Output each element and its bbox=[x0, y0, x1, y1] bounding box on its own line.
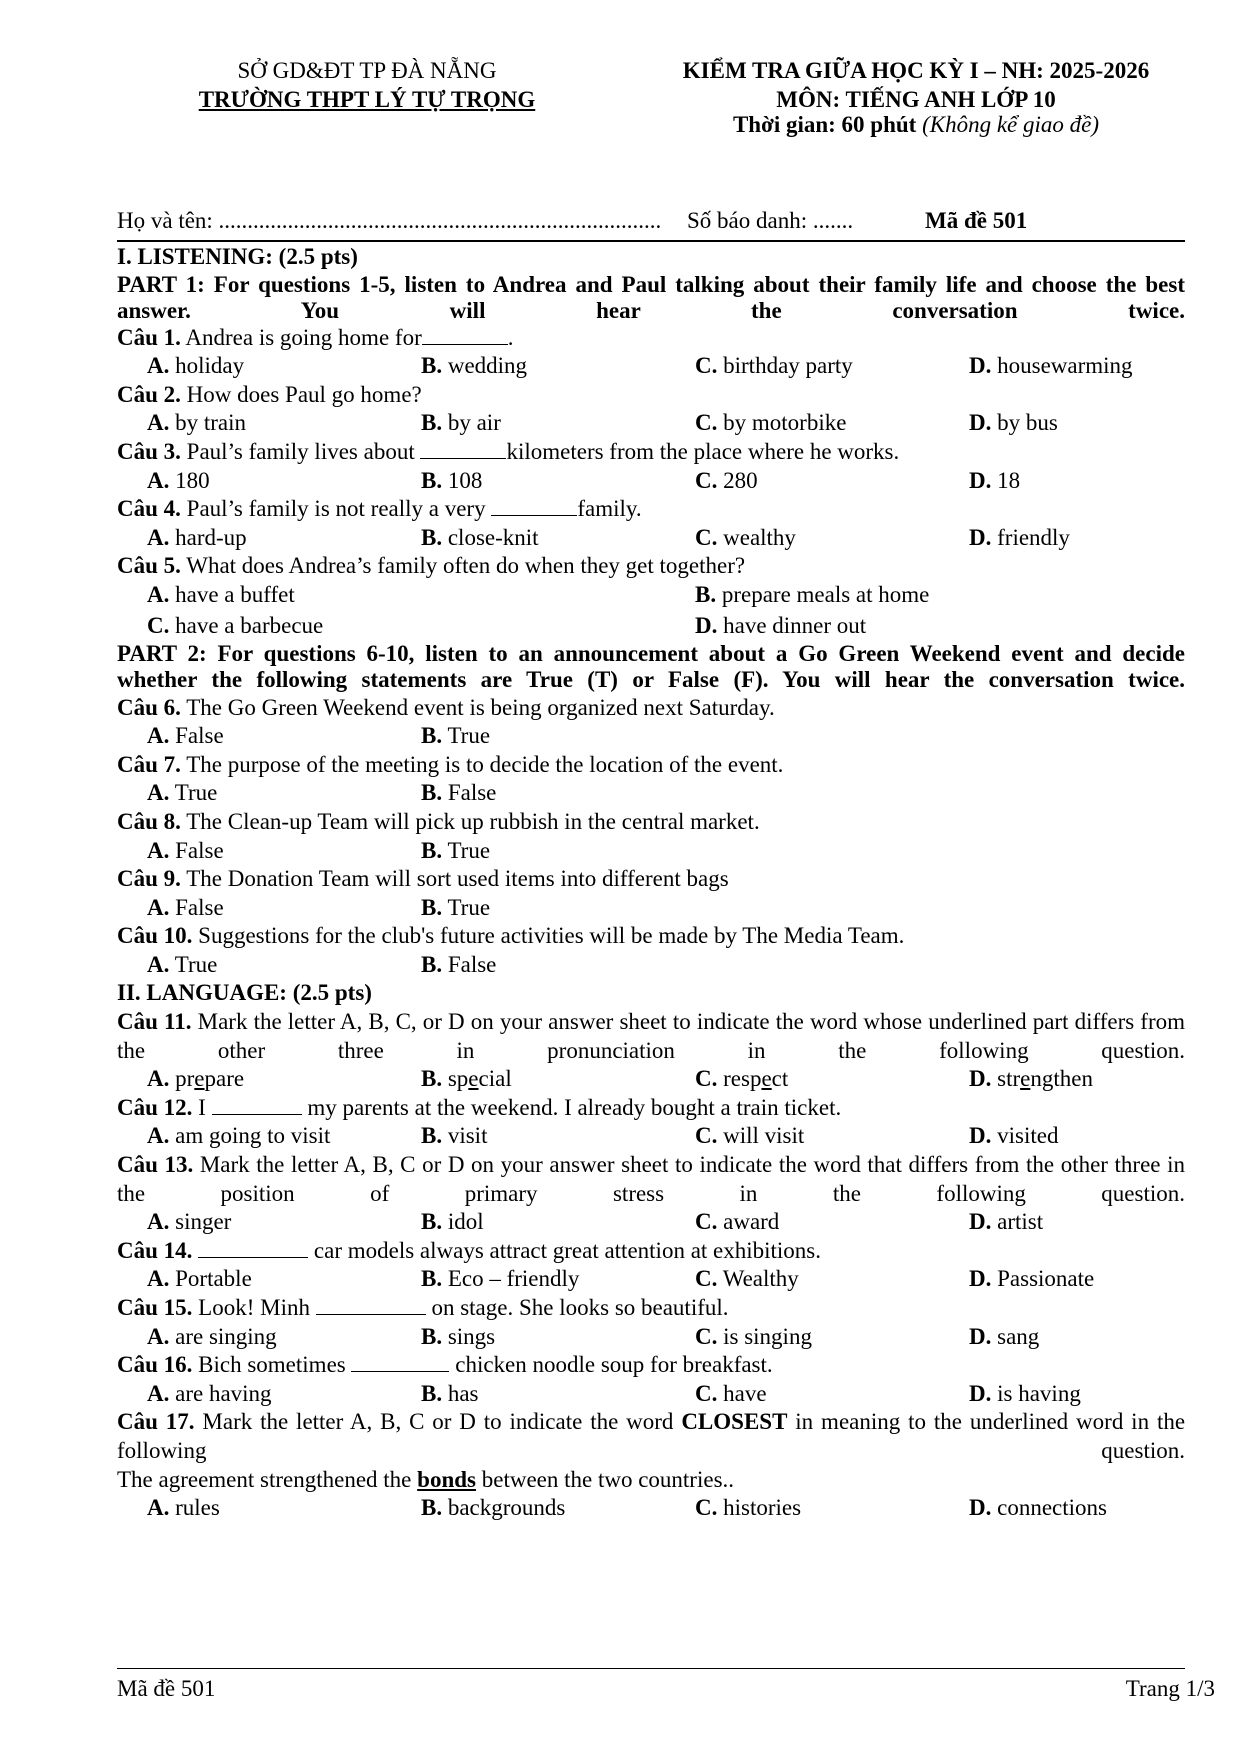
q1-options bbox=[117, 352, 1185, 381]
option-d: D. is having bbox=[969, 1380, 1081, 1406]
option-a: A. 180 bbox=[147, 467, 210, 493]
option-b: B. 108 bbox=[421, 467, 483, 493]
option-b: B. visit bbox=[421, 1123, 488, 1149]
answer-blank bbox=[316, 1296, 426, 1315]
option-d: D. strengthen bbox=[969, 1066, 1093, 1092]
q3-options bbox=[117, 467, 1185, 496]
option-a: A. True bbox=[147, 951, 218, 977]
time-note: (Không kể giao đề) bbox=[922, 112, 1100, 137]
question-2: Câu 2. How does Paul go home? bbox=[117, 381, 422, 407]
answer-blank bbox=[351, 1353, 449, 1372]
q13-options bbox=[117, 1208, 1185, 1237]
question-10: Câu 10. Suggestions for the club's future activities will be made by The Media Team. bbox=[117, 923, 905, 949]
option-a: A. am going to visit bbox=[147, 1123, 331, 1149]
question-15: Câu 15. Look! Minh on stage. She looks so beautiful. bbox=[117, 1295, 729, 1320]
option-c: C. is singing bbox=[695, 1323, 812, 1349]
option-b: B. prepare meals at home bbox=[695, 581, 930, 607]
q14-options bbox=[117, 1265, 1185, 1294]
q2-text: How does Paul go home? bbox=[186, 381, 422, 407]
option-a: A. Portable bbox=[147, 1266, 252, 1292]
option-d: D. connections bbox=[969, 1495, 1107, 1521]
part1-instructions: PART 1: For questions 1-5, listen to Andrea and Paul talking about their family life and choose the best answer. You will hear the conversation twice. bbox=[117, 271, 1185, 323]
option-d: D. 18 bbox=[969, 467, 1021, 493]
option-c: C. by motorbike bbox=[695, 410, 847, 436]
option-c: C. award bbox=[695, 1209, 780, 1235]
option-a: A. True bbox=[147, 780, 218, 806]
header bbox=[117, 56, 1185, 156]
question-1 bbox=[117, 324, 1185, 353]
subject: MÔN: TIẾNG ANH LỚP 10 bbox=[776, 87, 1056, 112]
option-b: B. True bbox=[421, 894, 491, 920]
q17-options bbox=[117, 1494, 1185, 1523]
time-line bbox=[647, 110, 1185, 139]
question-7: Câu 7. The purpose of the meeting is to decide the location of the event. bbox=[117, 751, 784, 777]
q10-options bbox=[117, 951, 1185, 980]
answer-blank bbox=[198, 1239, 308, 1258]
question-13: Câu 13. Mark the letter A, B, C or D on your answer sheet to indicate the word that differs from the other three in the position of primary stress in the following question. bbox=[117, 1152, 1185, 1206]
option-b: B. False bbox=[421, 780, 497, 806]
questions bbox=[117, 243, 1185, 1523]
answer-blank bbox=[422, 326, 508, 345]
option-c: C. 280 bbox=[695, 467, 758, 493]
name-field: Họ và tên: ............................................................................. bbox=[117, 208, 662, 233]
option-a: A. False bbox=[147, 894, 224, 920]
option-b: B. sings bbox=[421, 1323, 496, 1349]
option-d: D. by bus bbox=[969, 410, 1058, 436]
option-a: A. holiday bbox=[147, 353, 245, 379]
page-number: Trang 1/3 bbox=[1125, 1676, 1215, 1701]
option-a: A. rules bbox=[147, 1495, 220, 1521]
option-b: B. wedding bbox=[421, 353, 528, 379]
option-a: A. hard-up bbox=[147, 524, 247, 550]
part2-instructions: PART 2: For questions 6-10, listen to an announcement about a Go Green Weekend event and decide whether the following statements are True (T) or False (F). You will hear the conversation twice. bbox=[117, 640, 1185, 693]
sbd-field: Số báo danh: ....... bbox=[687, 208, 854, 233]
footer-divider bbox=[117, 1668, 1185, 1669]
option-a: A. by train bbox=[147, 410, 247, 436]
option-d: D. have dinner out bbox=[695, 612, 867, 638]
q8-options bbox=[117, 837, 1185, 866]
option-b: B. has bbox=[421, 1380, 479, 1406]
option-c: C. birthday party bbox=[695, 353, 853, 379]
option-a: A. False bbox=[147, 723, 224, 749]
answer-blank bbox=[212, 1096, 302, 1115]
option-c: C. respect bbox=[695, 1066, 789, 1092]
question-8: Câu 8. The Clean-up Team will pick up rubbish in the central market. bbox=[117, 808, 760, 834]
footer-code: Mã đề 501 bbox=[117, 1676, 216, 1701]
q1-pre: Andrea is going home for bbox=[185, 324, 422, 350]
q11-options bbox=[117, 1065, 1185, 1094]
option-d: D. visited bbox=[969, 1123, 1059, 1149]
option-b: B. idol bbox=[421, 1209, 484, 1235]
exam-title: KIỂM TRA GIỮA HỌC KỲ I – NH: 2025-2026 bbox=[682, 58, 1150, 83]
question-3: Câu 3. Paul’s family lives about kilometers from the place where he works. bbox=[117, 438, 900, 464]
option-b: B. True bbox=[421, 723, 491, 749]
option-b: B. True bbox=[421, 837, 491, 863]
question-12: Câu 12. I my parents at the weekend. I already bought a train ticket. bbox=[117, 1094, 842, 1120]
option-c: C. Wealthy bbox=[695, 1266, 799, 1292]
q1-post: . bbox=[507, 324, 514, 350]
section-language: II. LANGUAGE: (2.5 pts) bbox=[117, 980, 372, 1006]
footer bbox=[117, 1674, 1215, 1704]
question-11: Câu 11. Mark the letter A, B, C, or D on your answer sheet to indicate the word whose underlined part differs from the other three in pronunciation in the following question. bbox=[117, 1009, 1186, 1063]
option-a: A. singer bbox=[147, 1209, 232, 1235]
question-4: Câu 4. Paul’s family is not really a very family. bbox=[117, 496, 642, 522]
option-b: B. special bbox=[421, 1066, 512, 1092]
school-name: TRƯỜNG THPT LÝ TỰ TRỌNG bbox=[198, 87, 536, 112]
option-c: C. will visit bbox=[695, 1123, 805, 1149]
option-c: C. wealthy bbox=[695, 524, 796, 550]
option-c: C. histories bbox=[695, 1495, 802, 1521]
q15-options bbox=[117, 1323, 1185, 1352]
option-a: A. are singing bbox=[147, 1323, 277, 1349]
q5-options-row2 bbox=[117, 610, 1185, 641]
section-listening: I. LISTENING: (2.5 pts) bbox=[117, 244, 358, 269]
q6-options bbox=[117, 722, 1185, 751]
option-b: B. False bbox=[421, 951, 497, 977]
question-5: Câu 5. What does Andrea’s family often do when they get together? bbox=[117, 553, 746, 579]
q7-options bbox=[117, 779, 1185, 808]
option-b: B. by air bbox=[421, 410, 501, 436]
option-b: B. close-knit bbox=[421, 524, 539, 550]
option-a: A. have a buffet bbox=[147, 581, 295, 607]
question-14: Câu 14. car models always attract great attention at exhibitions. bbox=[117, 1237, 822, 1263]
option-d: D. friendly bbox=[969, 524, 1070, 550]
question-17: Câu 17. Mark the letter A, B, C or D to indicate the word CLOSEST in meaning to the underlined word in the following question. bbox=[117, 1409, 1186, 1463]
option-c: C. have bbox=[695, 1380, 767, 1406]
option-d: D. housewarming bbox=[969, 353, 1133, 379]
q4-options bbox=[117, 524, 1185, 553]
student-info bbox=[117, 208, 1185, 242]
option-d: D. sang bbox=[969, 1323, 1040, 1349]
option-b: B. backgrounds bbox=[421, 1495, 566, 1521]
q16-options bbox=[117, 1380, 1185, 1409]
question-6: Câu 6. The Go Green Weekend event is being organized next Saturday. bbox=[117, 694, 775, 720]
q17-sentence: The agreement strengthened the bonds between the two countries.. bbox=[117, 1466, 735, 1492]
option-d: D. Passionate bbox=[969, 1266, 1095, 1292]
department: SỞ GD&ĐT TP ĐÀ NẴNG bbox=[237, 58, 497, 83]
q5-options-row1 bbox=[117, 581, 1185, 610]
answer-blank bbox=[420, 440, 506, 459]
option-c: C. have a barbecue bbox=[147, 612, 324, 638]
q9-options bbox=[117, 894, 1185, 923]
q1-num: Câu 1. bbox=[117, 324, 181, 350]
option-b: B. Eco – friendly bbox=[421, 1266, 580, 1292]
q12-options bbox=[117, 1122, 1185, 1151]
option-a: A. False bbox=[147, 837, 224, 863]
option-d: D. artist bbox=[969, 1209, 1044, 1235]
exam-code: Mã đề 501 bbox=[925, 208, 1028, 233]
option-a: A. prepare bbox=[147, 1066, 245, 1092]
option-a: A. are having bbox=[147, 1380, 272, 1406]
time: Thời gian: 60 phút bbox=[732, 112, 917, 137]
answer-blank bbox=[491, 497, 577, 516]
q2-options bbox=[117, 409, 1185, 438]
question-9: Câu 9. The Donation Team will sort used items into different bags bbox=[117, 866, 729, 892]
question-16: Câu 16. Bich sometimes chicken noodle soup for breakfast. bbox=[117, 1352, 773, 1378]
